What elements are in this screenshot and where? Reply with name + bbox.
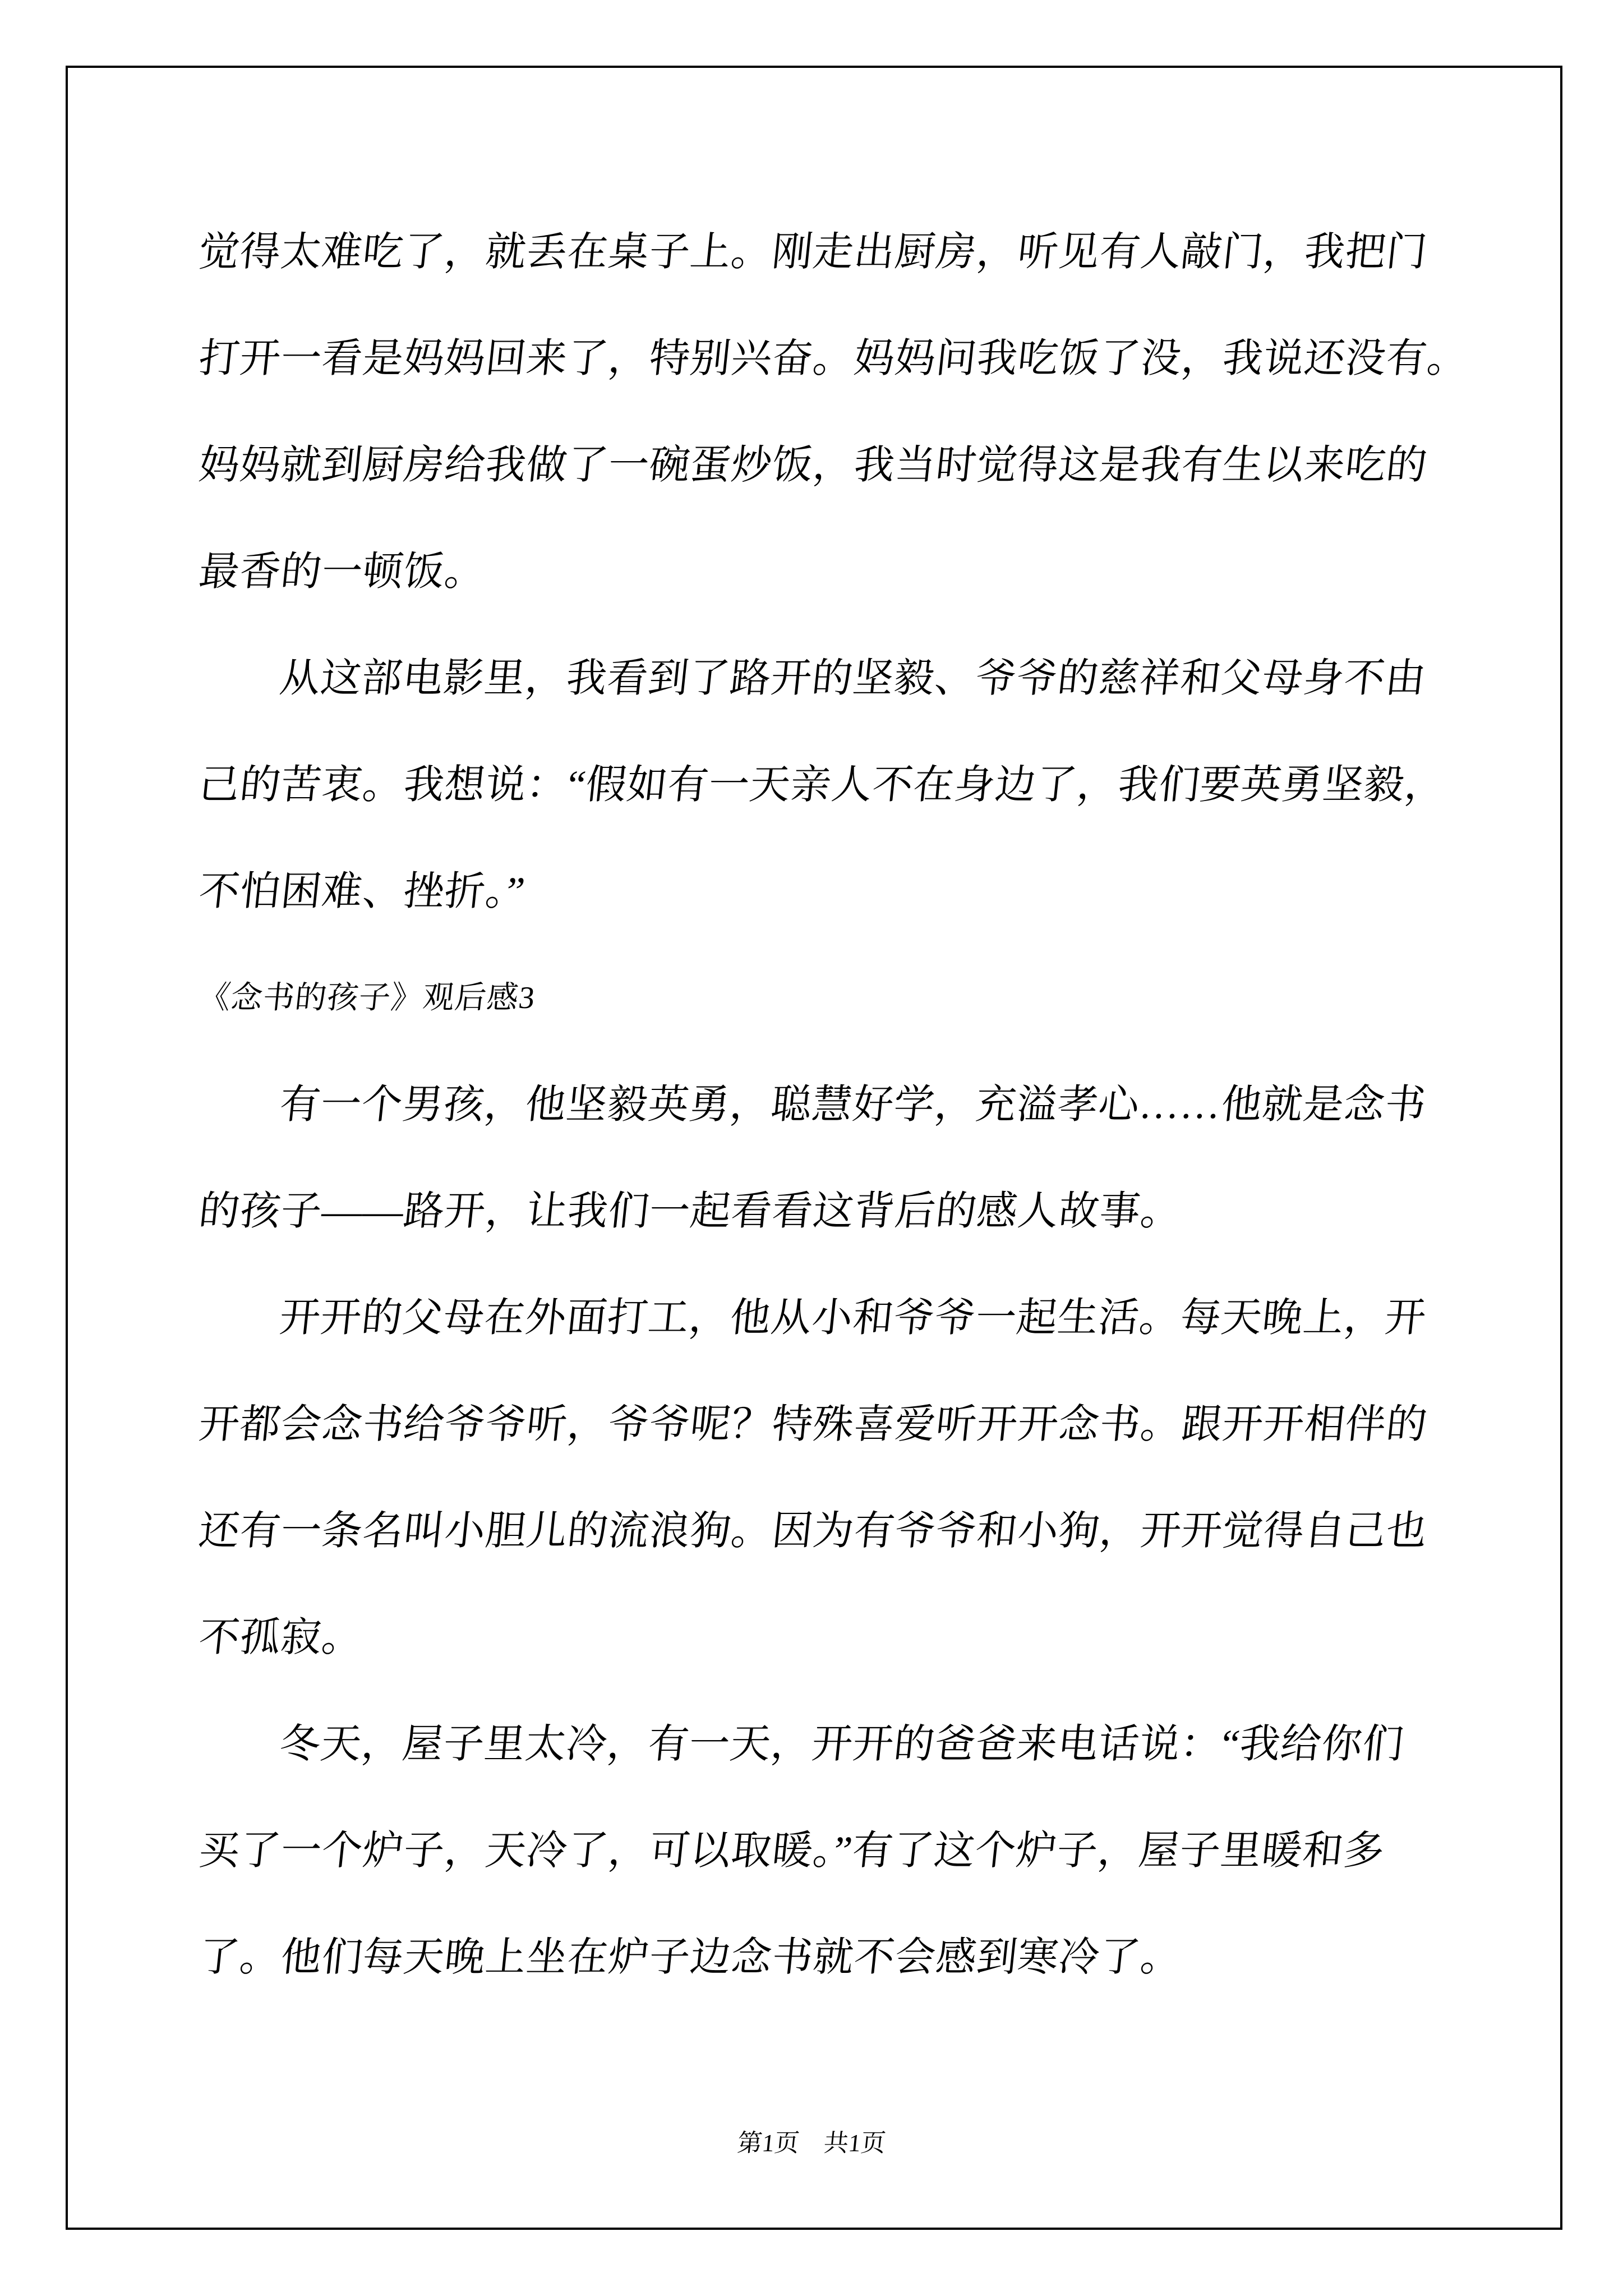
text-line-12: 开都会念书给爷爷听，爷爷呢？特殊喜爱听开开念书。跟开开相伴的 (196, 1402, 1430, 1447)
page-number: 第1页 共1页 (736, 2129, 887, 2157)
text-line-13: 还有一条名叫小胆儿的流浪狗。因为有爷爷和小狗，开开觉得自己也 (196, 1508, 1430, 1553)
text-line-9: 有一个男孩，他坚毅英勇，聪慧好学，充溢孝心……他就是念书 (277, 1082, 1429, 1127)
text-line-10: 的孩子——路开，让我们一起看看这背后的感人故事。 (196, 1189, 1184, 1234)
text-line-4: 最香的一顿饭。 (196, 549, 488, 594)
text-line-2: 打开一看是妈妈回来了，特别兴奋。妈妈问我吃饭了没，我说还没有。 (196, 336, 1471, 381)
document-body-text (196, 199, 1471, 2010)
text-line-5: 从这部电影里，我看到了路开的坚毅、爷爷的慈祥和父母身不由 (277, 656, 1429, 701)
text-line-15: 冬天，屋子里太冷，有一天，开开的爸爸来电话说：“我给你们 (277, 1722, 1407, 1766)
text-line-1: 觉得太难吃了，就丢在桌子上。刚走出厨房，听见有人敲门，我把门 (196, 229, 1430, 274)
text-line-17: 了。他们每天晚上坐在炉子边念书就不会感到寒冷了。 (196, 1935, 1184, 1980)
text-line-3: 妈妈就到厨房给我做了一碗蛋炒饭，我当时觉得这是我有生以来吃的 (196, 443, 1430, 487)
text-line-6: 己的苦衷。我想说：“假如有一天亲人不在身边了，我们要英勇坚毅， (196, 762, 1449, 807)
text-line-14: 不孤寂。 (196, 1615, 366, 1660)
text-line-7: 不怕困难、挫折。” (196, 869, 528, 914)
text-line-16: 买了一个炉子，天冷了，可以取暖。”有了这个炉子，屋子里暖和多 (196, 1828, 1387, 1873)
section-heading: 《念书的孩子》观后感3 (197, 981, 537, 1015)
text-line-11: 开开的父母在外面打工，他从小和爷爷一起生活。每天晚上，开 (277, 1295, 1429, 1340)
